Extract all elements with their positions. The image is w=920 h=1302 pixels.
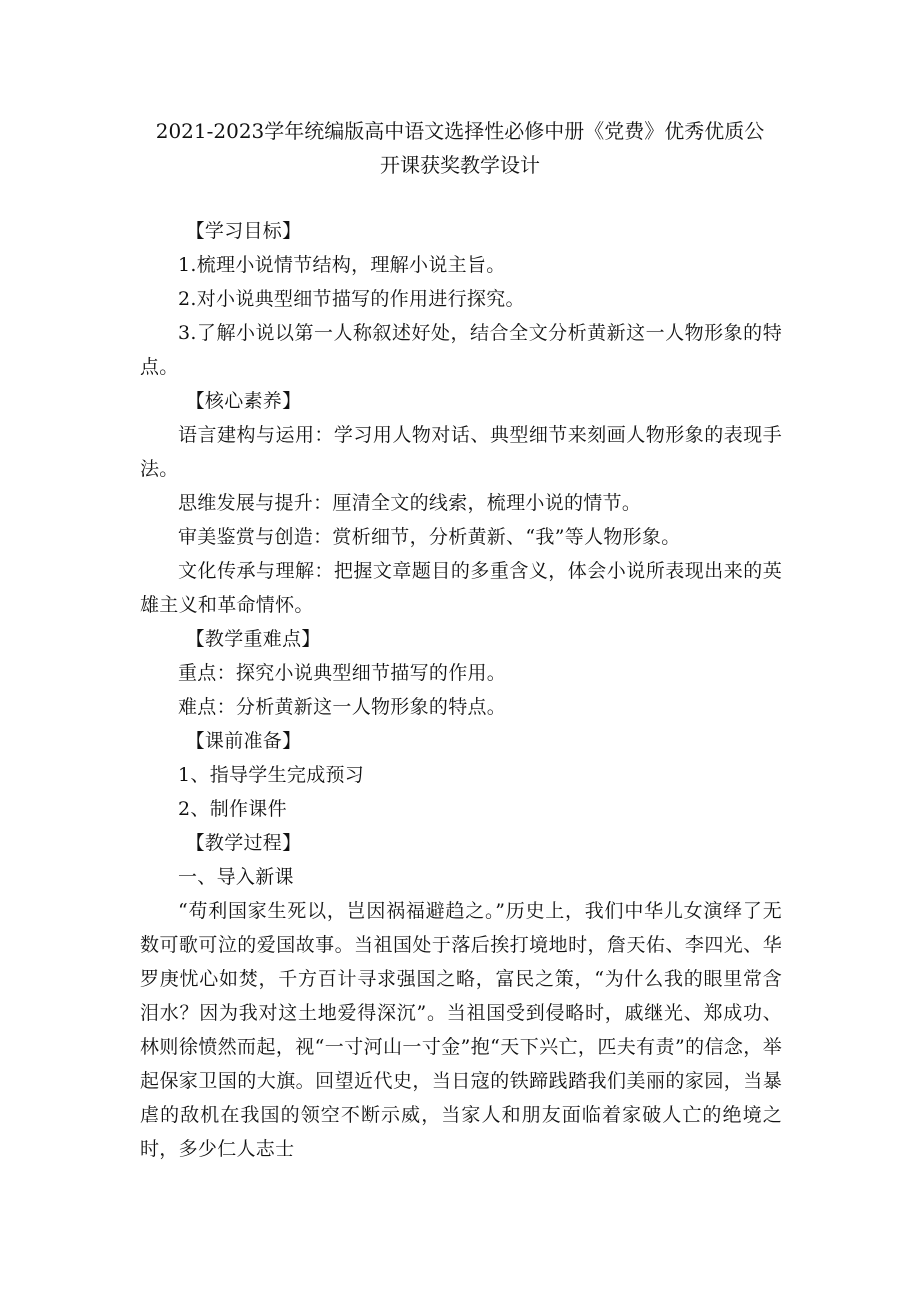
section-heading-objectives: 【学习目标】 xyxy=(185,220,302,242)
paragraph: 审美鉴赏与创造：赏析细节，分析黄新、“我”等人物形象。 xyxy=(178,526,681,548)
paragraph: 2.对小说典型细节描写的作用进行探究。 xyxy=(178,288,525,310)
paragraph: 文化传承与理解：把握文章题目的多重含义，体会小说所表现出来的英雄主义和革命情怀。 xyxy=(140,560,782,616)
paragraph: 重点：探究小说典型细节描写的作用。 xyxy=(178,662,507,684)
paragraph: 语言建构与运用：学习用人物对话、典型细节来刻画人物形象的表现手法。 xyxy=(140,424,782,480)
paragraph: “苟利国家生死以，岂因祸福避趋之。”历史上，我们中华儿女演绎了无数可歌可泣的爱国故事。当祖国处于落后挨打境地时，詹天佑、李四光、华罗庚忧心如焚，千方百计寻求强国之略，富民之策，“为什么我的眼里常含泪水？因为我对这土地爱得深沉”。当祖国受到侵略时，戚继光、郑成功、林则徐愤然而起，视“一寸河山一寸金”抱“天下兴亡，匹夫有责”的信念，举起保家卫国的大旗。回望近代史，当日寇的铁蹄践踏我们美丽的家园，当暴虐的敌机在我国的领空不断示威，当家人和朋友面临着家破人亡的绝境之时，多少仁人志士 xyxy=(140,900,782,1160)
paragraph: 思维发展与提升：厘清全文的线索，梳理小说的情节。 xyxy=(178,492,642,514)
paragraph: 难点：分析黄新这一人物形象的特点。 xyxy=(178,696,507,718)
document-title xyxy=(120,114,800,182)
document-body xyxy=(140,214,782,1166)
paragraph: 1.梳理小说情节结构，理解小说主旨。 xyxy=(178,254,506,276)
title-line-1: 2021-2023学年统编版高中语文选择性必修中册《党费》优秀优质公 xyxy=(155,119,765,143)
section-heading-process: 【教学过程】 xyxy=(185,832,302,854)
paragraph: 1、指导学生完成预习 xyxy=(178,764,365,786)
paragraph: 一、导入新课 xyxy=(178,866,294,888)
section-heading-core-literacy: 【核心素养】 xyxy=(185,390,302,412)
section-heading-key-points: 【教学重难点】 xyxy=(185,628,321,650)
paragraph: 3.了解小说以第一人称叙述好处，结合全文分析黄新这一人物形象的特点。 xyxy=(140,322,782,378)
paragraph: 2、制作课件 xyxy=(178,798,287,820)
section-heading-preparation: 【课前准备】 xyxy=(185,730,302,752)
title-line-2: 开课获奖教学设计 xyxy=(380,153,540,177)
